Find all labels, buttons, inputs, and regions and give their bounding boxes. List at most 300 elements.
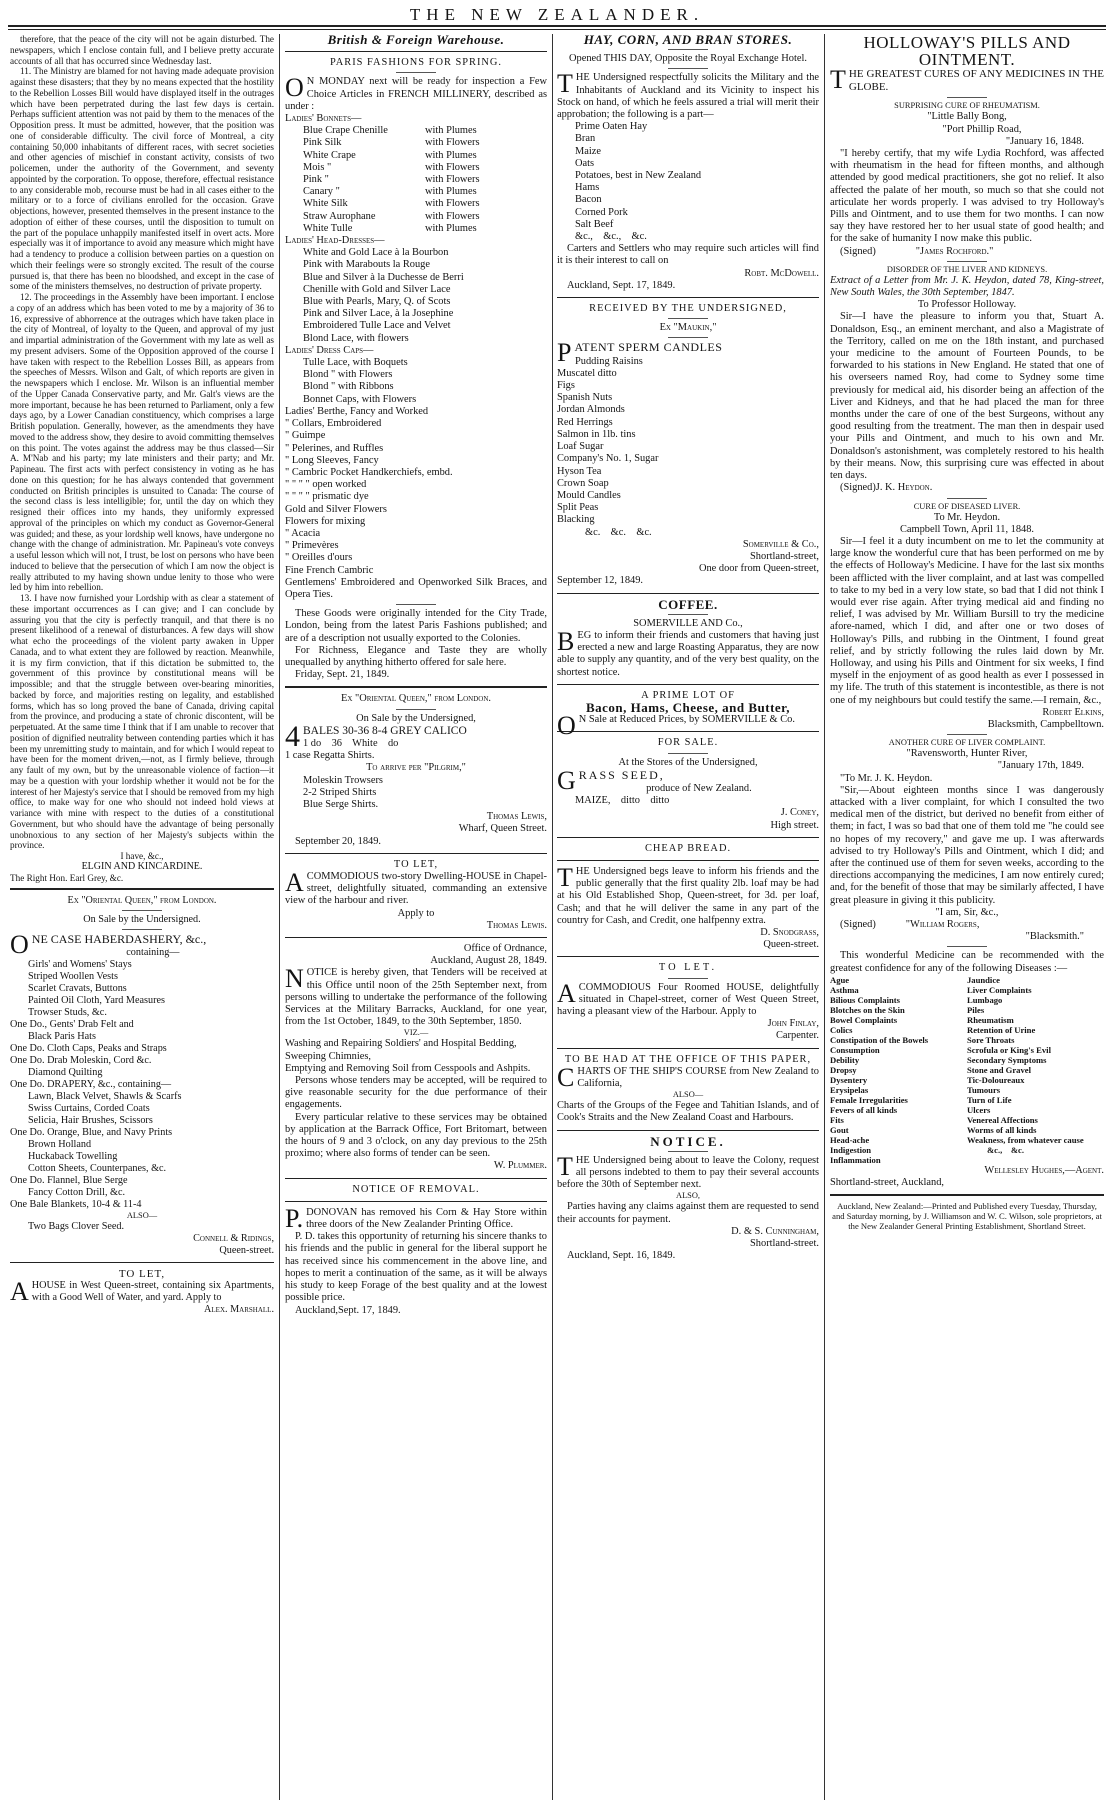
column-3 bbox=[557, 34, 819, 1800]
ad-ship-line: Ex "Oriental Queen," from London. bbox=[67, 895, 217, 907]
list-item: Cotton Sheets, Counterpanes, &c. bbox=[28, 1163, 167, 1175]
diseases-table bbox=[830, 975, 1104, 1165]
ad-heading: HAY, CORN, AND BRAN STORES. bbox=[583, 34, 793, 47]
separator bbox=[557, 593, 819, 594]
testimonial-body: Sir—I have the pleasure to inform you that, Stuart A. Donaldson, Esq., an eminent merchant, and also a Magistrate of the Territory, called on me on the 18th instant, and purchased your medicine to the amount of Fourteen Pounds, to be forwarded to his stations in New England. He stated that one of his overseers named Roy, had come to Sydney some time previously for medical aid, his disorder being an affection of the Liver and Kidneys, and that he had placed the man for three months under the care of one of the best Surgeons, without any good resulting from the treatment. The man then in despair used your Pills and Ointment, and much to his own and Mr. Donaldson's astonishment, was completely restored to his health by their means. Now, this surprising cure was effected in about ten days. bbox=[830, 311, 1104, 482]
ad-body: DONOVAN has removed his Corn & Hay Store within three doors of the New Zealander Printing Office. bbox=[306, 1206, 547, 1231]
testimonial-address: "Little Bally Bong, bbox=[927, 111, 1007, 123]
short-rule bbox=[396, 709, 436, 710]
list-item: " Primevères bbox=[285, 540, 339, 552]
ad-haberdashery bbox=[10, 895, 274, 1257]
article-paragraph: 12. The proceedings in the Assembly have been important. I enclose a copy of an address which has been voted to me by a majority of 36 to 16, expressive of abhorrence at the outrages which have taken place in the city of Montreal, of loyalty to the Queen, and approval of my just and impartial administration of the Government with my late as well as my present advisers. Some of the Opposition approved of the course I have taken with respect to the Rebellion Losses Bill, as appears from the speeches of Messrs. Wilson and Galt, of which reports are given in the newspapers which I enclose. Mr. Wilson is an influential member of the Upper Canada Conservative party, and Mr. Galt's views are the more important, because he has been returned to Parliament, only a few days ago, by a Lower Canadian constituency, which comprises a large British population. Generally, however, as the amendments they have moved to the address show, they desire to avoid committing themselves on this point. The votes against the address may be thus classed—Sir A. M'Nab and his party; my late ministers and their party; and Mr. Papineau. The first acts with perfect consistency in voting as he has done on this question; for he has always contended that government conducted on British principles is unsuited to Canada: The course of the second class is less intelligible; for, until the day on which they resigned their offices into my hands, they uniformly expressed approval of the principles on which my conduct as Governor-General was guided; and these, as your lordship well knows, have undergone no change with the change of administration. Mr. Papineau's vote conveys a useful lesson which will not, I trust, be lost on persons who have been induced to believe that the persecution of which I am now the object is really attributed to my having shown undue lenity to those who were led by him into rebellion. bbox=[10, 292, 274, 593]
ad-signer: John Finlay, bbox=[767, 1018, 819, 1030]
short-rule bbox=[668, 614, 708, 615]
testimonial-body: "Sir,—About eighteen months since I was dangerously attacked with a liver complaint, for which I consulted the two medical men of the district, but derived no benefit from either of them; in fact, I was so bad that one of them told me "he could see no hopes of my recovery," and gave me up. I was afterwards advised to try Holloway's Pills and Ointment, which I did; and after the continued use of them for seven weeks, according to the directions accompanying the medicines, I am now entirely cured; and, for the benefit of those that may be similarly affected, I have great pleasure in giving it this publicity. bbox=[830, 784, 1104, 906]
ad-heading: FOR SALE. bbox=[657, 737, 719, 749]
ad-signer-address: Queen-street. bbox=[763, 939, 819, 951]
ad-heading: NOTICE OF REMOVAL. bbox=[352, 1183, 480, 1195]
ad-also: ALSO, bbox=[676, 1191, 700, 1201]
ad-date: September 12, 1849. bbox=[557, 575, 643, 587]
separator bbox=[830, 1194, 1104, 1196]
testimonial-signer: J. K. Heydon. bbox=[875, 482, 933, 494]
disease-item: Piles bbox=[967, 1004, 985, 1015]
short-rule bbox=[668, 753, 708, 754]
disease-item: Erysipelas bbox=[830, 1084, 869, 1095]
separator bbox=[285, 51, 547, 52]
drop-cap: B bbox=[557, 626, 575, 656]
testimonial-date: "January 16, 1848. bbox=[1005, 135, 1084, 147]
ad-subhead: SOMERVILLE AND Co., bbox=[633, 617, 743, 629]
list-item: " Oreilles d'ours bbox=[285, 552, 353, 564]
drop-cap: T bbox=[557, 69, 573, 99]
list-item: Hyson Tea bbox=[557, 465, 602, 477]
ad-signer: Thomas Lewis, bbox=[486, 811, 547, 823]
ad-signer-address: Shortland-street, bbox=[750, 550, 819, 562]
short-rule bbox=[668, 318, 708, 319]
ad-body: Every particular relative to these services may be obtained by application at the Barrack Office, Fort Britomart, between the hours of 9 and 3 o'clock, on any day previous to the 25th proximo; where also forms of tender can be seen. bbox=[285, 1111, 547, 1160]
drop-cap: O bbox=[285, 73, 304, 103]
list-item: Embroidered Tulle Lace and Velvet bbox=[303, 320, 451, 332]
separator bbox=[10, 888, 274, 890]
list-item: Emptying and Removing Soil from Cesspools and Ashpits. bbox=[285, 1062, 531, 1074]
ad-lead: BALES 30-36 8-4 GREY CALICO bbox=[303, 724, 467, 737]
list-item: Blond " with Ribbons bbox=[303, 381, 394, 393]
testimonial-signer-trade: "Blacksmith." bbox=[1025, 931, 1084, 943]
list-item: Selicia, Hair Brushes, Scissors bbox=[28, 1115, 153, 1127]
drop-cap: O bbox=[10, 930, 29, 960]
disease-item: Tic-Doloureaux bbox=[967, 1074, 1025, 1085]
masthead-rule-thin bbox=[8, 29, 1106, 30]
list-item: White Crape bbox=[303, 149, 356, 161]
ad-text: containing— bbox=[126, 947, 180, 959]
section-label: Ladies' Dress Caps— bbox=[285, 344, 374, 356]
drop-cap: C bbox=[557, 1062, 575, 1092]
list-item: Bacon bbox=[575, 194, 602, 206]
ad-subhead: HE GREATEST CURES OF ANY MEDICINES IN THE GLOBE. bbox=[848, 68, 1104, 94]
disease-item: Lumbago bbox=[967, 994, 1003, 1005]
list-item: with Flowers bbox=[425, 174, 480, 186]
list-item: One Bale Blankets, 10-4 & 11-4 bbox=[10, 1199, 142, 1211]
list-item: Bonnet Caps, with Flowers bbox=[303, 393, 417, 405]
testimonial-addressee: "To Mr. J. K. Heydon. bbox=[840, 772, 933, 784]
disease-item: Fevers of all kinds bbox=[830, 1104, 898, 1115]
testimonial-addressee: To Professor Holloway. bbox=[917, 299, 1017, 311]
list-item: Fancy Cotton Drill, &c. bbox=[28, 1187, 126, 1199]
ad-body: HARTS OF THE SHIP'S COURSE from New Zealand to California, bbox=[577, 1065, 819, 1090]
ad-also: ALSO— bbox=[126, 1211, 158, 1221]
list-item: Mould Candles bbox=[557, 489, 621, 501]
short-rule bbox=[668, 68, 708, 69]
list-item: White Silk bbox=[303, 198, 348, 210]
drop-cap: 4 bbox=[285, 719, 300, 753]
ad-text: produce of New Zealand. bbox=[646, 782, 752, 794]
separator bbox=[10, 1262, 274, 1263]
list-item: Prime Oaten Hay bbox=[575, 121, 648, 133]
ad-body: Charts of the Groups of the Fegee and Tahitian Islands, and of Cook's Straits and the New Zealand Coast and Harbours. bbox=[557, 1100, 819, 1124]
disease-item: Blotches on the Skin bbox=[830, 1004, 905, 1015]
list-item: with Flowers bbox=[425, 137, 480, 149]
ad-signer: Connell & Ridings, bbox=[193, 1233, 274, 1245]
ad-signer: Alex. Marshall. bbox=[204, 1304, 274, 1316]
letter-addressee: The Right Hon. Earl Grey, &c. bbox=[10, 872, 124, 883]
short-rule bbox=[668, 1151, 708, 1152]
disease-item: Debility bbox=[830, 1054, 860, 1065]
list-item: " " " " open worked bbox=[285, 479, 367, 491]
ad-office: Office of Ordnance, bbox=[463, 943, 547, 955]
agent-name: Wellesley Hughes,—Agent. bbox=[984, 1164, 1104, 1176]
list-item: Corned Pork bbox=[575, 206, 628, 218]
list-item: One Do. Drab Moleskin, Cord &c. bbox=[10, 1055, 152, 1067]
article-paragraph: therefore, that the peace of the city will not be again disturbed. The newspapers, which I enclose contain full, and I believe pretty accurate accounts of all that has occurred since Wednesday last. bbox=[10, 34, 274, 66]
testimonial-heading: CURE OF DISEASED LIVER. bbox=[913, 501, 1021, 511]
list-item: Ladies' Berthe, Fancy and Worked bbox=[285, 405, 429, 417]
ad-text: VIZ.— bbox=[403, 1028, 429, 1038]
section-label: Ladies' Head-Dresses— bbox=[285, 235, 385, 247]
ad-to-let-west-queen bbox=[10, 1268, 274, 1316]
ad-body: For Richness, Elegance and Taste they are wholly unequalled by anything hitherto offered for sale here. bbox=[285, 644, 547, 668]
list-item: Canary " bbox=[303, 186, 340, 198]
testimonial-signer: "James Rochford." bbox=[915, 245, 994, 257]
testimonial-addressee: To Mr. Heydon. bbox=[933, 511, 1001, 523]
list-item: Flowers for mixing bbox=[285, 515, 366, 527]
list-item: Blue Crape Chenille bbox=[303, 125, 388, 137]
drop-cap: O bbox=[557, 711, 576, 741]
ad-signer-address: One door from Queen-street, bbox=[698, 563, 819, 575]
testimonial-body: "I hereby certify, that my wife Lydia Rochford, was affected with rheumatism in the head for fifteen months, and although attended by good medical practitioners, she got no relief. It also affected the palate of her mouth, so much so that she could not articulate her words properly. I was advised to try Holloway's Pills and Ointment, and to use them for two months. I can now say they have restored her to her usual state of good health; and for the sake of humanity I now make this public. bbox=[830, 148, 1104, 245]
list-item: Blue with Pearls, Mary, Q. of Scots bbox=[303, 296, 451, 308]
column-2 bbox=[285, 34, 547, 1800]
list-item: Salmon in 1lb. tins bbox=[557, 428, 636, 440]
list-item: with Plumes bbox=[425, 186, 477, 198]
list-item: Bran bbox=[575, 133, 596, 145]
list-item: Chenille with Gold and Silver Lace bbox=[303, 283, 451, 295]
list-item: with Flowers bbox=[425, 198, 480, 210]
disease-item: Indigestion bbox=[830, 1144, 872, 1155]
separator bbox=[285, 937, 547, 938]
testimonial-heading: ANOTHER CURE OF LIVER COMPLAINT. bbox=[888, 738, 1046, 748]
ad-ship-line: Ex "Oriental Queen," from London. bbox=[341, 693, 491, 705]
testimonial-extract: Extract of a Letter from Mr. J. K. Heydon, dated 78, King-street, New South Wales, the 30th September, 1847. bbox=[830, 274, 1104, 299]
disease-item: Retention of Urine bbox=[967, 1024, 1036, 1035]
ad-subhead: PARIS FASHIONS FOR SPRING. bbox=[329, 57, 503, 69]
list-item: Blue and Silver à la Duchesse de Berri bbox=[303, 271, 464, 283]
ad-subhead: To arrive per "Pilgrim," bbox=[366, 762, 466, 774]
list-item: " " " " prismatic dye bbox=[285, 491, 369, 503]
separator bbox=[557, 1048, 819, 1049]
separator bbox=[557, 1130, 819, 1131]
list-item: Jordan Almonds bbox=[557, 404, 625, 416]
separator bbox=[557, 684, 819, 685]
ad-date: September 20, 1849. bbox=[295, 835, 381, 847]
ad-signer-address: High street. bbox=[770, 819, 819, 831]
column-divider bbox=[824, 34, 825, 1800]
list-item: Black Paris Hats bbox=[28, 1031, 96, 1043]
disease-item: Dysentery bbox=[830, 1074, 868, 1085]
disease-item: Ulcers bbox=[967, 1104, 991, 1115]
disease-item: Ague bbox=[830, 974, 850, 985]
list-item: One Do. DRAPERY, &c., containing— bbox=[10, 1079, 172, 1091]
ad-signer: Robt. McDowell. bbox=[744, 267, 819, 279]
ad-body: These Goods were originally intended for the City Trade, London, being from the latest Paris Fashions published; and are of a description not usually exported to the Colonies. bbox=[285, 608, 547, 644]
testimonial-address: Campbell Town, April 11, 1848. bbox=[899, 523, 1035, 535]
ad-signer: Thomas Lewis. bbox=[486, 919, 547, 931]
list-item: Figs bbox=[557, 380, 575, 392]
disease-item: Bilious Complaints bbox=[830, 994, 900, 1005]
ad-signer: Somerville & Co., bbox=[742, 538, 819, 550]
drop-cap: T bbox=[557, 862, 573, 892]
disease-item: Secondary Symptoms bbox=[967, 1054, 1047, 1065]
list-item: Girls' and Womens' Stays bbox=[28, 959, 132, 971]
separator bbox=[285, 686, 547, 688]
section-label: Ladies' Bonnets— bbox=[285, 113, 362, 125]
list-item: One Do. Flannel, Blue Serge bbox=[10, 1175, 128, 1187]
printer-imprint: Auckland, New Zealand:—Printed and Published every Tuesday, Thursday, and Saturday morning, by J. Williamson and W. C. Wilson, sole proprietors, at the New Zealander General Printing Establishment, Shortland Street. bbox=[832, 1201, 1102, 1232]
drop-cap: P. bbox=[285, 1203, 304, 1233]
diseases-right bbox=[967, 975, 1104, 1165]
disease-item: Stone and Gravel bbox=[967, 1064, 1031, 1075]
disease-item: Constipation of the Bowels bbox=[830, 1034, 929, 1045]
ad-text: 1 do 36 White do bbox=[303, 737, 399, 749]
short-rule bbox=[668, 49, 708, 50]
ad-body: HE Undersigned being about to leave the Colony, request all persons indebted to them to pay their several accounts before the 30th of September next. bbox=[557, 1154, 819, 1191]
disease-item: Bowel Complaints bbox=[830, 1014, 898, 1025]
ad-heading: TO LET. bbox=[658, 962, 718, 974]
letter-close: I have, &c., bbox=[120, 851, 164, 861]
list-item: " Guimpe bbox=[285, 430, 326, 442]
newspaper-title: THE NEW ZEALANDER. bbox=[409, 5, 705, 24]
ad-text: Apply to bbox=[397, 907, 435, 919]
list-item: Mois " bbox=[303, 161, 332, 173]
testimonial-heading: SURPRISING CURE OF RHEUMATISM. bbox=[894, 101, 1040, 111]
column-divider bbox=[279, 34, 280, 1800]
ad-lead: RASS SEED, bbox=[578, 767, 665, 782]
ad-signer-address: Wharf, Queen Street. bbox=[458, 823, 547, 835]
disease-item: Inflammation bbox=[830, 1154, 881, 1165]
testimonial-body: Sir—I feel it a duty incumbent on me to let the community at large know the wonderful cure that has been performed on me by the effects of Holloway's Medicine. I have for the last six months been afflicted with the liver complaint, and at last was compelled to take to my bed in a very low state, so bad that I did not think I would ever rise again. After trying medical aid and finding no relief, I was advised by Mr. William Bursill to try the medicine afore-named, which I did, and after one or two doses of Holloway's Pills, and rubbing in the Ointment, I found great relief, and by strictly following the rules laid down by Mr. Holloway, and using his Pills and Ointment for six weeks, I find myself in the enjoyment of as good health as ever I possessed in my life. The truth of this statement is incontestible, as there is not one of my neighbours but could testify the same.—I remain, &c., bbox=[830, 535, 1104, 706]
ad-body: P. D. takes this opportunity of returning his sincere thanks to his friends and the public in general for the liberal support he has received since his commencement in the above line, and hopes to merit a continuation of the same, as it will be always his study to keep Forage of the best quality and at the lowest possible price. bbox=[285, 1231, 547, 1304]
separator bbox=[285, 1201, 547, 1202]
list-item: White Tulle bbox=[303, 222, 353, 234]
list-item: One Do. Cloth Caps, Peaks and Straps bbox=[10, 1043, 167, 1055]
ad-body: COMMODIOUS Four Roomed HOUSE, delightfully situated in Chapel-street, corner of West Queen Street, having a pleasant view of the Harbour. Apply to bbox=[557, 981, 819, 1018]
ad-signer: W. Plummer. bbox=[493, 1160, 547, 1172]
ad-date: Auckland,Sept. 17, 1849. bbox=[295, 1304, 401, 1316]
list-item: &c., &c., &c. bbox=[575, 231, 647, 243]
list-item: Sweeping Chimnies, bbox=[285, 1050, 372, 1062]
disease-item: Worms of all kinds bbox=[967, 1124, 1037, 1135]
ad-lead: ATENT SPERM CANDLES bbox=[574, 340, 723, 355]
list-item: Split Peas bbox=[557, 502, 599, 514]
short-rule bbox=[947, 734, 987, 735]
letter-signature: ELGIN AND KINCARDINE. bbox=[81, 860, 203, 872]
list-item: Red Herrings bbox=[557, 416, 613, 428]
disease-item: Weakness, from whatever cause bbox=[967, 1134, 1084, 1145]
drop-cap: P bbox=[557, 338, 572, 368]
ad-heading: TO LET, bbox=[393, 858, 439, 870]
list-item: with Plumes bbox=[425, 149, 477, 161]
testimonial-address: "Ravensworth, Hunter River, bbox=[906, 748, 1028, 760]
list-item: Blond " with Flowers bbox=[303, 369, 393, 381]
separator bbox=[285, 1178, 547, 1179]
list-item: Swiss Curtains, Corded Coats bbox=[28, 1103, 150, 1115]
disease-item: Tumours bbox=[967, 1084, 1001, 1095]
list-item: Blond Lace, with flowers bbox=[303, 332, 409, 344]
list-item: Loaf Sugar bbox=[557, 441, 604, 453]
ad-signer: D. & S. Cunningham, bbox=[731, 1225, 819, 1237]
signed-label: (Signed) bbox=[840, 919, 876, 930]
testimonial-signer: "William Rogers, bbox=[905, 919, 980, 930]
list-item: &c. &c. &c. bbox=[585, 526, 652, 538]
list-item: Spanish Nuts bbox=[557, 392, 613, 404]
ad-subhead: Opened THIS DAY, Opposite the Royal Exchange Hotel. bbox=[569, 53, 807, 65]
testimonial-address: "Port Phillip Road, bbox=[942, 123, 1022, 135]
list-item: Salt Beef bbox=[575, 218, 614, 230]
disease-item: Sore Throats bbox=[967, 1034, 1015, 1045]
list-item: Diamond Quilting bbox=[28, 1067, 103, 1079]
list-item: One Do., Gents' Drab Felt and bbox=[10, 1019, 134, 1031]
ad-heading-large: Bacon, Hams, Cheese, and Butter, bbox=[585, 699, 791, 715]
separator bbox=[557, 956, 819, 957]
ad-date: Auckland, Sept. 16, 1849. bbox=[567, 1250, 676, 1262]
ad-subhead: On Sale by the Undersigned, bbox=[356, 712, 476, 724]
short-rule bbox=[122, 929, 162, 930]
list-item: Pink with Marabouts la Rouge bbox=[303, 259, 430, 271]
disease-item: Fits bbox=[830, 1114, 844, 1125]
ad-subhead: Ex "Maukin," bbox=[659, 322, 717, 334]
ad-heading: CHEAP BREAD. bbox=[644, 842, 732, 854]
short-rule bbox=[122, 910, 162, 911]
list-item: Washing and Repairing Soldiers' and Hospital Bedding, bbox=[285, 1038, 517, 1050]
agent-address: Shortland-street, Auckland, bbox=[830, 1177, 944, 1189]
list-item: Scarlet Cravats, Buttons bbox=[28, 983, 127, 995]
list-item: Tulle Lace, with Boquets bbox=[303, 357, 408, 369]
short-rule bbox=[947, 97, 987, 98]
disease-item: Rheumatism bbox=[967, 1014, 1014, 1025]
list-item: Muscatel ditto bbox=[557, 367, 617, 379]
short-rule bbox=[668, 337, 708, 338]
list-item: Trowser Studs, &c. bbox=[28, 1007, 107, 1019]
ad-body: HE Undersigned respectfully solicits the Military and the Inhabitants of Auckland and its Vicinity to inspect his Stock on hand, of which he feels assured a trial will merit their approbation; the following is a part— bbox=[557, 72, 819, 121]
ad-text: MAIZE, ditto ditto bbox=[575, 795, 670, 807]
ad-heading: NOTICE. bbox=[650, 1133, 726, 1149]
drop-cap: N bbox=[285, 964, 304, 994]
list-item: " Cambric Pocket Handkerchiefs, embd. bbox=[285, 466, 453, 478]
ad-heading: TO LET, bbox=[118, 1268, 166, 1281]
diseases-left bbox=[830, 975, 967, 1165]
list-item: Gentlemens' Embroidered and Openworked Silk Braces, and Opera Ties. bbox=[285, 576, 547, 600]
ad-body: Parties having any claims against them are requested to send their accounts for payment. bbox=[557, 1201, 819, 1225]
signed-label: (Signed) bbox=[840, 482, 876, 494]
list-item: with Plumes bbox=[425, 125, 477, 137]
list-item: Gold and Silver Flowers bbox=[285, 503, 387, 515]
disease-item: Consumption bbox=[830, 1044, 880, 1055]
ad-signer-address: Carpenter. bbox=[776, 1030, 819, 1042]
ad-signer-address: Queen-street. bbox=[219, 1245, 274, 1257]
ad-date: Auckland, Sept. 17, 1849. bbox=[567, 279, 676, 291]
drop-cap: A bbox=[557, 978, 576, 1008]
testimonial-signer-trade: Blacksmith, Campbelltown. bbox=[987, 718, 1104, 730]
list-item: Striped Woollen Vests bbox=[28, 971, 118, 983]
disease-item: Liver Complaints bbox=[967, 984, 1032, 995]
list-item: 2-2 Striped Shirts bbox=[303, 786, 377, 798]
separator bbox=[285, 853, 547, 854]
drop-cap: A bbox=[285, 868, 304, 897]
ad-signer: D. Snodgrass, bbox=[760, 927, 819, 938]
list-item: Lawn, Black Velvet, Shawls & Scarfs bbox=[28, 1091, 182, 1103]
list-item: Pudding Raisins bbox=[575, 355, 643, 367]
ad-body: EG to inform their friends and customers that having just erected a new and large Roasting Apparatus, they are now able to supply any quantity, and of the very best quality, on the shortest notice. bbox=[557, 629, 819, 678]
list-item: White and Gold Lace à la Bourbon bbox=[303, 247, 449, 259]
separator bbox=[557, 731, 819, 732]
list-item: with Flowers bbox=[425, 161, 480, 173]
separator bbox=[557, 837, 819, 838]
disease-item: &c., &c. bbox=[987, 1144, 1024, 1155]
disease-item: Scrofula or King's Evil bbox=[967, 1044, 1051, 1055]
testimonial-close: "I am, Sir, &c., bbox=[935, 906, 999, 918]
column-4 bbox=[830, 34, 1104, 1800]
list-item: Oats bbox=[575, 157, 595, 169]
short-rule bbox=[947, 498, 987, 499]
list-item: Company's No. 1, Sugar bbox=[557, 453, 659, 465]
disease-item: Asthma bbox=[830, 984, 859, 995]
drop-cap: A bbox=[10, 1277, 29, 1307]
list-item: " Long Sleeves, Fancy bbox=[285, 454, 379, 466]
bonnets-list bbox=[285, 125, 547, 235]
list-item: " Collars, Embroidered bbox=[285, 418, 382, 430]
list-item: with Flowers bbox=[425, 210, 480, 222]
separator bbox=[557, 297, 819, 298]
disease-item: Gout bbox=[830, 1124, 849, 1135]
ad-heading: A PRIME LOT OF bbox=[641, 689, 735, 701]
ad-text: 1 case Regatta Shirts. bbox=[285, 750, 375, 762]
testimonial-heading: DISORDER OF THE LIVER AND KIDNEYS. bbox=[886, 264, 1048, 274]
list-item: Huckaback Towelling bbox=[28, 1151, 118, 1163]
ad-body: HE Undersigned begs leave to inform his friends and the public generally that the first quality 2lb. loaf may be had at his Old Established Shop, Queen-street, for 3d. per loaf, Cash; and that he will deliver the same in any part of the country for Cash, and Credit, one halfpenny extra. bbox=[557, 865, 819, 926]
article-paragraph: 11. The Ministry are blamed for not having made adequate provision against these disasters; that they by no means expected that the hostility to the Rebellion Losses Bill would have displayed itself in the outrages which have been perpetrated during the last few days is certain. Perhaps sufficient attention was not paid by them to the menaces of the Opposition press. It must be admitted, however, that the position was one of considerable difficulty. The civil force of Montreal, a city containing 50,000 inhabitants of different races, with secret societies and other agencies of mischief in constant activity, consists of two policemen, under the authority of the Government, and seventy appointed by the corporation. To oppose, therefore, effectual resistance to any considerable mob, recourse must be had in all cases either to the military or to a force of civilians enrolled for the occasion. Grave objections, however, presented themselves in the present instance to the adoption of either of these courses, until the disposition to tumult on the part of the populace unhappily manifested itself in overt acts. More especially was it of importance to avoid any measure which might have had a tendency to produce a collision between parties on a question on which their feelings were so strongly excited. The result of the course pursued is, that there has been no bloodshed, and except in the case of some of the ministers themselves, no destruction of private property. bbox=[10, 66, 274, 292]
ad-body: Carters and Settlers who may require such articles will find it is their interest to call on bbox=[557, 243, 819, 267]
ad-date: Auckland, August 28, 1849. bbox=[430, 955, 547, 967]
masthead-rule bbox=[8, 25, 1106, 27]
list-item: Moleskin Trowsers bbox=[303, 774, 383, 786]
ad-body: N MONDAY next will be ready for inspection a Few Choice Articles in FRENCH MILLINERY, described as under : bbox=[285, 76, 547, 112]
column-1 bbox=[10, 34, 274, 1800]
ad-signer: J. Coney, bbox=[780, 807, 819, 819]
drop-cap: T bbox=[830, 65, 846, 94]
ad-body: OTICE is hereby given, that Tenders will be received at this Office until noon of the 25th September next, from persons willing to undertake the performance of the following Services at the Military Barracks, Auckland, for one year, from the 1st October, 1849, to the 30th September, 1850. bbox=[285, 967, 547, 1028]
list-item: Pink and Silver Lace, à la Josephine bbox=[303, 308, 454, 320]
ad-body: This wonderful Medicine can be recommended with the greatest confidence for any of the following Diseases :— bbox=[830, 950, 1104, 974]
list-item: One Do. Orange, Blue, and Navy Prints bbox=[10, 1127, 173, 1139]
short-rule bbox=[396, 604, 436, 605]
list-item: Brown Holland bbox=[28, 1139, 92, 1151]
list-item: Fine French Cambric bbox=[285, 564, 374, 576]
masthead bbox=[0, 0, 1114, 26]
drop-cap: G bbox=[557, 765, 576, 795]
column-divider bbox=[552, 34, 553, 1800]
disease-item: Head-ache bbox=[830, 1134, 870, 1145]
ad-heading: British & Foreign Warehouse. bbox=[327, 34, 505, 47]
short-rule bbox=[668, 978, 708, 979]
ad-subhead: On Sale by the Undersigned. bbox=[83, 914, 201, 926]
ad-body: COMMODIOUS two-story Dwelling-HOUSE in Chapel-street, delightfully situated, commanding an extensive view of the harbour and river. bbox=[285, 871, 547, 907]
ad-date: Friday, Sept. 21, 1849. bbox=[295, 669, 390, 681]
separator bbox=[557, 860, 819, 861]
ad-subhead: At the Stores of the Undersigned, bbox=[618, 756, 758, 768]
list-item: Painted Oil Cloth, Yard Measures bbox=[28, 995, 165, 1007]
short-rule bbox=[947, 946, 987, 947]
disease-item: Colics bbox=[830, 1024, 853, 1035]
list-item: Hams bbox=[575, 182, 600, 194]
